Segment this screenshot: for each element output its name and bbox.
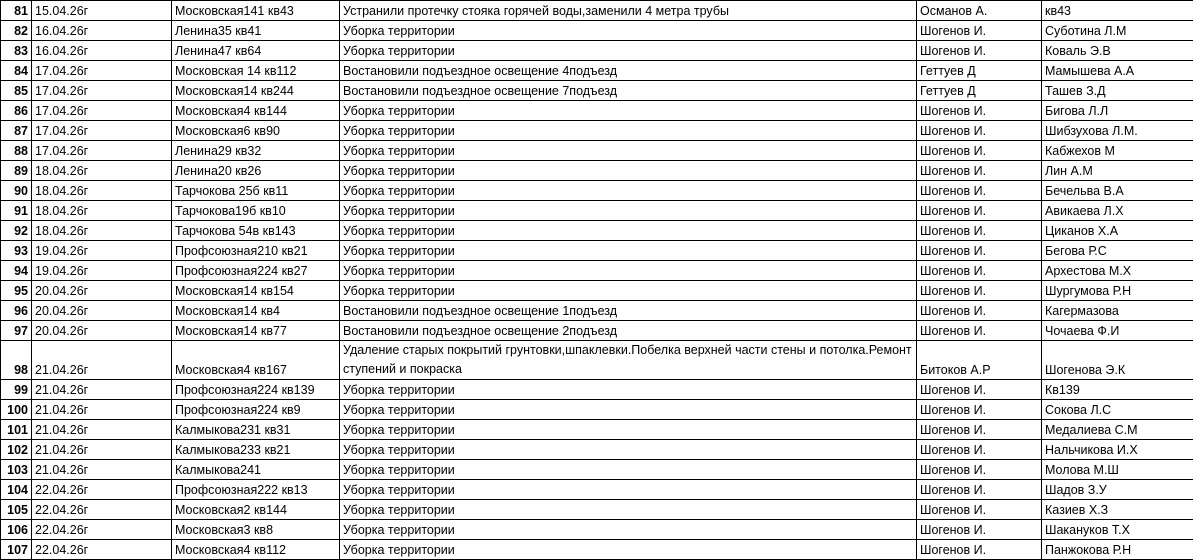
- date-cell: 21.04.26г: [32, 460, 172, 480]
- table-row: [1, 281, 1193, 301]
- worker-cell: Шогенов И.: [917, 540, 1042, 560]
- resident-cell: Мамышева А.А: [1042, 61, 1193, 81]
- row-number-cell: 91: [1, 201, 32, 221]
- resident-cell: Лин А.М: [1042, 161, 1193, 181]
- resident-cell: Шибзухова Л.М.: [1042, 121, 1193, 141]
- address-cell: Калмыкова231 кв31: [172, 420, 340, 440]
- resident-cell: Бигова Л.Л: [1042, 101, 1193, 121]
- row-number-cell: 97: [1, 321, 32, 341]
- row-number-cell: 105: [1, 500, 32, 520]
- date-cell: 22.04.26г: [32, 480, 172, 500]
- resident-cell: Шогенова Э.К: [1042, 341, 1193, 380]
- work-description-cell: Уборка территории: [340, 221, 917, 241]
- row-number-cell: 100: [1, 400, 32, 420]
- address-cell: Московская3 кв8: [172, 520, 340, 540]
- row-number-cell: 90: [1, 181, 32, 201]
- worker-cell: Шогенов И.: [917, 321, 1042, 341]
- work-log-rows: [1, 1, 1193, 560]
- resident-cell: Кагермазова: [1042, 301, 1193, 321]
- work-description-cell: Уборка территории: [340, 400, 917, 420]
- resident-cell: Циканов Х.А: [1042, 221, 1193, 241]
- work-description-cell: Востановили подъездное освещение 1подъезд: [340, 301, 917, 321]
- date-cell: 19.04.26г: [32, 241, 172, 261]
- resident-cell: Казиев Х.З: [1042, 500, 1193, 520]
- row-number-cell: 93: [1, 241, 32, 261]
- address-cell: Профсоюзная210 кв21: [172, 241, 340, 261]
- address-cell: Профсоюзная224 кв9: [172, 400, 340, 420]
- address-cell: Московская 14 кв112: [172, 61, 340, 81]
- work-description-cell: Востановили подъездное освещение 7подъезд: [340, 81, 917, 101]
- work-description-cell: Уборка территории: [340, 21, 917, 41]
- row-number-cell: 95: [1, 281, 32, 301]
- worker-cell: Шогенов И.: [917, 181, 1042, 201]
- row-number-cell: 103: [1, 460, 32, 480]
- work-description-cell: Уборка территории: [340, 121, 917, 141]
- work-description-cell: Удаление старых покрытий грунтовки,шпаклевки.Побелка верхней части стены и потолка.Ремонт ступений и покраска: [340, 341, 917, 380]
- worker-cell: Шогенов И.: [917, 500, 1042, 520]
- table-row: [1, 81, 1193, 101]
- address-cell: Ленина47 кв64: [172, 41, 340, 61]
- table-row: [1, 61, 1193, 81]
- table-row: [1, 380, 1193, 400]
- worker-cell: Османов А.: [917, 1, 1042, 21]
- worker-cell: Шогенов И.: [917, 201, 1042, 221]
- table-row: [1, 161, 1193, 181]
- work-description-cell: Уборка территории: [340, 460, 917, 480]
- row-number-cell: 102: [1, 440, 32, 460]
- address-cell: Калмыкова241: [172, 460, 340, 480]
- date-cell: 22.04.26г: [32, 540, 172, 560]
- row-number-cell: 83: [1, 41, 32, 61]
- work-description-cell: Уборка территории: [340, 41, 917, 61]
- row-number-cell: 107: [1, 540, 32, 560]
- work-description-cell: Уборка территории: [340, 181, 917, 201]
- work-description-cell: Уборка территории: [340, 440, 917, 460]
- worker-cell: Шогенов И.: [917, 161, 1042, 181]
- work-description-cell: Уборка территории: [340, 241, 917, 261]
- resident-cell: Суботина Л.М: [1042, 21, 1193, 41]
- date-cell: 21.04.26г: [32, 420, 172, 440]
- date-cell: 17.04.26г: [32, 61, 172, 81]
- resident-cell: кв43: [1042, 1, 1193, 21]
- date-cell: 21.04.26г: [32, 440, 172, 460]
- date-cell: 21.04.26г: [32, 400, 172, 420]
- worker-cell: Шогенов И.: [917, 520, 1042, 540]
- worker-cell: Геттуев Д: [917, 81, 1042, 101]
- address-cell: Тарчокова 54в кв143: [172, 221, 340, 241]
- resident-cell: Архестова М.Х: [1042, 261, 1193, 281]
- address-cell: Московская4 кв144: [172, 101, 340, 121]
- date-cell: 16.04.26г: [32, 21, 172, 41]
- work-description-cell: Уборка территории: [340, 101, 917, 121]
- table-row: [1, 21, 1193, 41]
- date-cell: 18.04.26г: [32, 161, 172, 181]
- resident-cell: Панжокова Р.Н: [1042, 540, 1193, 560]
- resident-cell: Молова М.Ш: [1042, 460, 1193, 480]
- date-cell: 20.04.26г: [32, 301, 172, 321]
- date-cell: 21.04.26г: [32, 380, 172, 400]
- date-cell: 22.04.26г: [32, 500, 172, 520]
- date-cell: 20.04.26г: [32, 321, 172, 341]
- row-number-cell: 82: [1, 21, 32, 41]
- work-description-cell: Уборка территории: [340, 201, 917, 221]
- row-number-cell: 101: [1, 420, 32, 440]
- address-cell: Московская141 кв43: [172, 1, 340, 21]
- row-number-cell: 104: [1, 480, 32, 500]
- date-cell: 15.04.26г: [32, 1, 172, 21]
- worker-cell: Шогенов И.: [917, 41, 1042, 61]
- resident-cell: Сокова Л.С: [1042, 400, 1193, 420]
- date-cell: 19.04.26г: [32, 261, 172, 281]
- worker-cell: Шогенов И.: [917, 121, 1042, 141]
- address-cell: Московская14 кв244: [172, 81, 340, 101]
- worker-cell: Шогенов И.: [917, 261, 1042, 281]
- date-cell: 17.04.26г: [32, 101, 172, 121]
- resident-cell: Шургумова Р.Н: [1042, 281, 1193, 301]
- address-cell: Ленина35 кв41: [172, 21, 340, 41]
- worker-cell: Шогенов И.: [917, 301, 1042, 321]
- work-description-cell: Уборка территории: [340, 261, 917, 281]
- row-number-cell: 96: [1, 301, 32, 321]
- date-cell: 18.04.26г: [32, 221, 172, 241]
- row-number-cell: 87: [1, 121, 32, 141]
- table-row: [1, 400, 1193, 420]
- worker-cell: Шогенов И.: [917, 480, 1042, 500]
- work-description-cell: Устранили протечку стояка горячей воды,заменили 4 метра трубы: [340, 1, 917, 21]
- table-row: [1, 460, 1193, 480]
- date-cell: 20.04.26г: [32, 281, 172, 301]
- work-description-cell: Уборка территории: [340, 380, 917, 400]
- work-description-cell: Уборка территории: [340, 420, 917, 440]
- work-description-cell: Уборка территории: [340, 520, 917, 540]
- resident-cell: Кв139: [1042, 380, 1193, 400]
- row-number-cell: 89: [1, 161, 32, 181]
- address-cell: Калмыкова233 кв21: [172, 440, 340, 460]
- table-row: [1, 520, 1193, 540]
- address-cell: Ленина20 кв26: [172, 161, 340, 181]
- work-description-cell: Уборка территории: [340, 161, 917, 181]
- table-row: [1, 321, 1193, 341]
- table-row: [1, 101, 1193, 121]
- resident-cell: Коваль Э.В: [1042, 41, 1193, 61]
- work-description-cell: Уборка территории: [340, 281, 917, 301]
- worker-cell: Битоков А.Р: [917, 341, 1042, 380]
- row-number-cell: 99: [1, 380, 32, 400]
- table-row: [1, 181, 1193, 201]
- date-cell: 18.04.26г: [32, 201, 172, 221]
- work-description-cell: Уборка территории: [340, 540, 917, 560]
- worker-cell: Геттуев Д: [917, 61, 1042, 81]
- table-row: [1, 301, 1193, 321]
- resident-cell: Нальчикова И.Х: [1042, 440, 1193, 460]
- address-cell: Московская2 кв144: [172, 500, 340, 520]
- table-row: [1, 241, 1193, 261]
- row-number-cell: 106: [1, 520, 32, 540]
- table-row: [1, 121, 1193, 141]
- address-cell: Московская4 кв167: [172, 341, 340, 380]
- work-description-cell: Уборка территории: [340, 500, 917, 520]
- date-cell: 17.04.26г: [32, 81, 172, 101]
- row-number-cell: 98: [1, 341, 32, 380]
- table-row: [1, 1, 1193, 21]
- table-row: [1, 500, 1193, 520]
- date-cell: 18.04.26г: [32, 181, 172, 201]
- address-cell: Московская14 кв4: [172, 301, 340, 321]
- worker-cell: Шогенов И.: [917, 420, 1042, 440]
- row-number-cell: 84: [1, 61, 32, 81]
- table-row: [1, 141, 1193, 161]
- table-row: [1, 221, 1193, 241]
- work-description-cell: Уборка территории: [340, 141, 917, 161]
- resident-cell: Медалиева С.М: [1042, 420, 1193, 440]
- worker-cell: Шогенов И.: [917, 460, 1042, 480]
- work-description-cell: Востановили подъездное освещение 4подъезд: [340, 61, 917, 81]
- worker-cell: Шогенов И.: [917, 221, 1042, 241]
- date-cell: 16.04.26г: [32, 41, 172, 61]
- address-cell: Московская14 кв154: [172, 281, 340, 301]
- resident-cell: Бегова Р.С: [1042, 241, 1193, 261]
- address-cell: Профсоюзная224 кв139: [172, 380, 340, 400]
- row-number-cell: 85: [1, 81, 32, 101]
- resident-cell: Чочаева Ф.И: [1042, 321, 1193, 341]
- resident-cell: Шадов З.У: [1042, 480, 1193, 500]
- address-cell: Тарчокова19б кв10: [172, 201, 340, 221]
- table-row: [1, 480, 1193, 500]
- worker-cell: Шогенов И.: [917, 281, 1042, 301]
- worker-cell: Шогенов И.: [917, 440, 1042, 460]
- address-cell: Профсоюзная224 кв27: [172, 261, 340, 281]
- table-row: [1, 261, 1193, 281]
- resident-cell: Шакануков Т.Х: [1042, 520, 1193, 540]
- row-number-cell: 92: [1, 221, 32, 241]
- address-cell: Ленина29 кв32: [172, 141, 340, 161]
- address-cell: Московская14 кв77: [172, 321, 340, 341]
- address-cell: Профсоюзная222 кв13: [172, 480, 340, 500]
- date-cell: 22.04.26г: [32, 520, 172, 540]
- worker-cell: Шогенов И.: [917, 241, 1042, 261]
- address-cell: Московская4 кв112: [172, 540, 340, 560]
- row-number-cell: 94: [1, 261, 32, 281]
- resident-cell: Кабжехов М: [1042, 141, 1193, 161]
- date-cell: 17.04.26г: [32, 121, 172, 141]
- resident-cell: Авикаева Л.Х: [1042, 201, 1193, 221]
- resident-cell: Ташев З.Д: [1042, 81, 1193, 101]
- worker-cell: Шогенов И.: [917, 380, 1042, 400]
- worker-cell: Шогенов И.: [917, 21, 1042, 41]
- table-row: [1, 341, 1193, 380]
- work-description-cell: Востановили подъездное освещение 2подъезд: [340, 321, 917, 341]
- row-number-cell: 81: [1, 1, 32, 21]
- address-cell: Тарчокова 25б кв11: [172, 181, 340, 201]
- work-description-cell: Уборка территории: [340, 480, 917, 500]
- address-cell: Московская6 кв90: [172, 121, 340, 141]
- row-number-cell: 86: [1, 101, 32, 121]
- worker-cell: Шогенов И.: [917, 141, 1042, 161]
- worker-cell: Шогенов И.: [917, 400, 1042, 420]
- table-row: [1, 420, 1193, 440]
- table-row: [1, 41, 1193, 61]
- date-cell: 21.04.26г: [32, 341, 172, 380]
- worker-cell: Шогенов И.: [917, 101, 1042, 121]
- row-number-cell: 88: [1, 141, 32, 161]
- resident-cell: Бечельва В.А: [1042, 181, 1193, 201]
- table-row: [1, 201, 1193, 221]
- date-cell: 17.04.26г: [32, 141, 172, 161]
- table-row: [1, 440, 1193, 460]
